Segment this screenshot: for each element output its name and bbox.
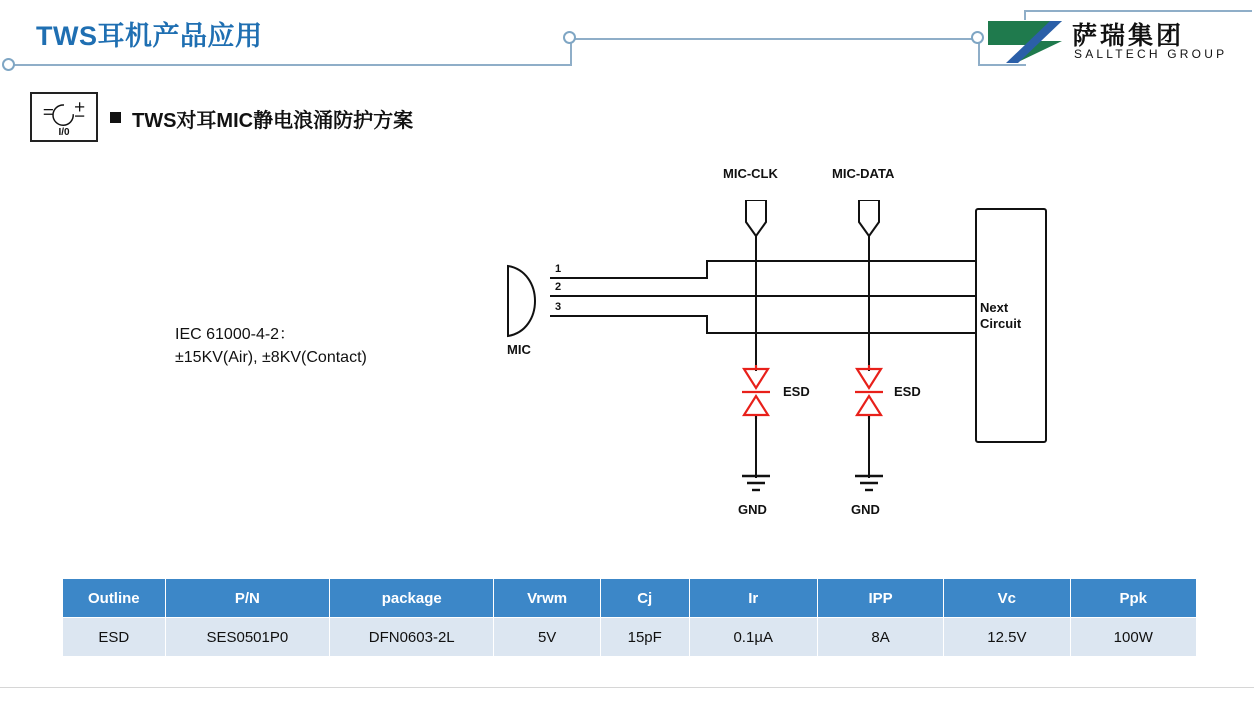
column-vc: Vc — [944, 579, 1070, 618]
next-circuit-label — [980, 300, 1021, 332]
esd-diode-right-icon — [851, 365, 887, 419]
cell-vc: 12.5V — [944, 618, 1070, 657]
connector-node-right — [971, 31, 984, 44]
column-cj: Cj — [600, 579, 689, 618]
page-title: TWS耳机产品应用 — [36, 21, 263, 51]
esd-right-label: ESD — [894, 384, 921, 399]
column-vrwm: Vrwm — [494, 579, 601, 618]
esd-left-label: ESD — [783, 384, 810, 399]
mic-pin-3: 3 — [555, 301, 562, 313]
esd-diode-left-icon — [738, 365, 774, 419]
gnd-right-icon — [851, 472, 887, 494]
column-ipp: IPP — [817, 579, 943, 618]
mic-pin-1: 1 — [555, 263, 562, 275]
cell-cj: 15pF — [600, 618, 689, 657]
cell-package: DFN0603-2L — [330, 618, 494, 657]
mic-label: MIC — [507, 342, 531, 357]
footer-divider — [0, 687, 1254, 688]
cell-pn: SES0501P0 — [165, 618, 329, 657]
esd-protection-schematic — [480, 150, 1100, 540]
gnd-left-icon — [738, 472, 774, 494]
connector-node-mid — [563, 31, 576, 44]
logo-mark-icon — [986, 18, 1064, 66]
spec-table — [62, 578, 1197, 657]
company-logo — [986, 14, 1236, 70]
section-bullet-icon — [110, 112, 121, 123]
cell-vrwm: 5V — [494, 618, 601, 657]
gnd-left-label: GND — [738, 502, 767, 517]
logo-chinese-name: 萨瑞集团 — [1072, 22, 1185, 50]
table-header-row — [63, 579, 1197, 618]
column-pn: P/N — [165, 579, 329, 618]
iec-spec-note — [175, 323, 367, 369]
io-badge-label: I/0 — [58, 127, 70, 138]
logo-english-name: SALLTECH GROUP — [1074, 47, 1228, 61]
mic-symbol-icon — [498, 262, 558, 340]
cell-ipp: 8A — [817, 618, 943, 657]
mic-data-label: MIC-DATA — [832, 166, 895, 181]
cell-ir: 0.1µA — [689, 618, 817, 657]
next-circuit-line1: Next — [980, 300, 1009, 315]
io-badge-icon — [30, 92, 98, 142]
mic-pin-2: 2 — [555, 281, 562, 293]
column-package: package — [330, 579, 494, 618]
column-ppk: Ppk — [1070, 579, 1196, 618]
mic-clk-label: MIC-CLK — [723, 166, 778, 181]
iec-spec-line1: IEC 61000-4-2： — [175, 326, 296, 343]
mic-data-connector-icon — [855, 200, 883, 240]
iec-spec-line2: ±15KV(Air), ±8KV(Contact) — [175, 349, 367, 366]
gnd-right-label: GND — [851, 502, 880, 517]
mic-clk-connector-icon — [742, 200, 770, 240]
section-title: TWS对耳MIC静电浪涌防护方案 — [132, 110, 414, 132]
table-row — [63, 618, 1197, 657]
cell-outline: ESD — [63, 618, 166, 657]
connector-node-left — [2, 58, 15, 71]
column-ir: Ir — [689, 579, 817, 618]
column-outline: Outline — [63, 579, 166, 618]
cell-ppk: 100W — [1070, 618, 1196, 657]
next-circuit-line2: Circuit — [980, 316, 1022, 331]
